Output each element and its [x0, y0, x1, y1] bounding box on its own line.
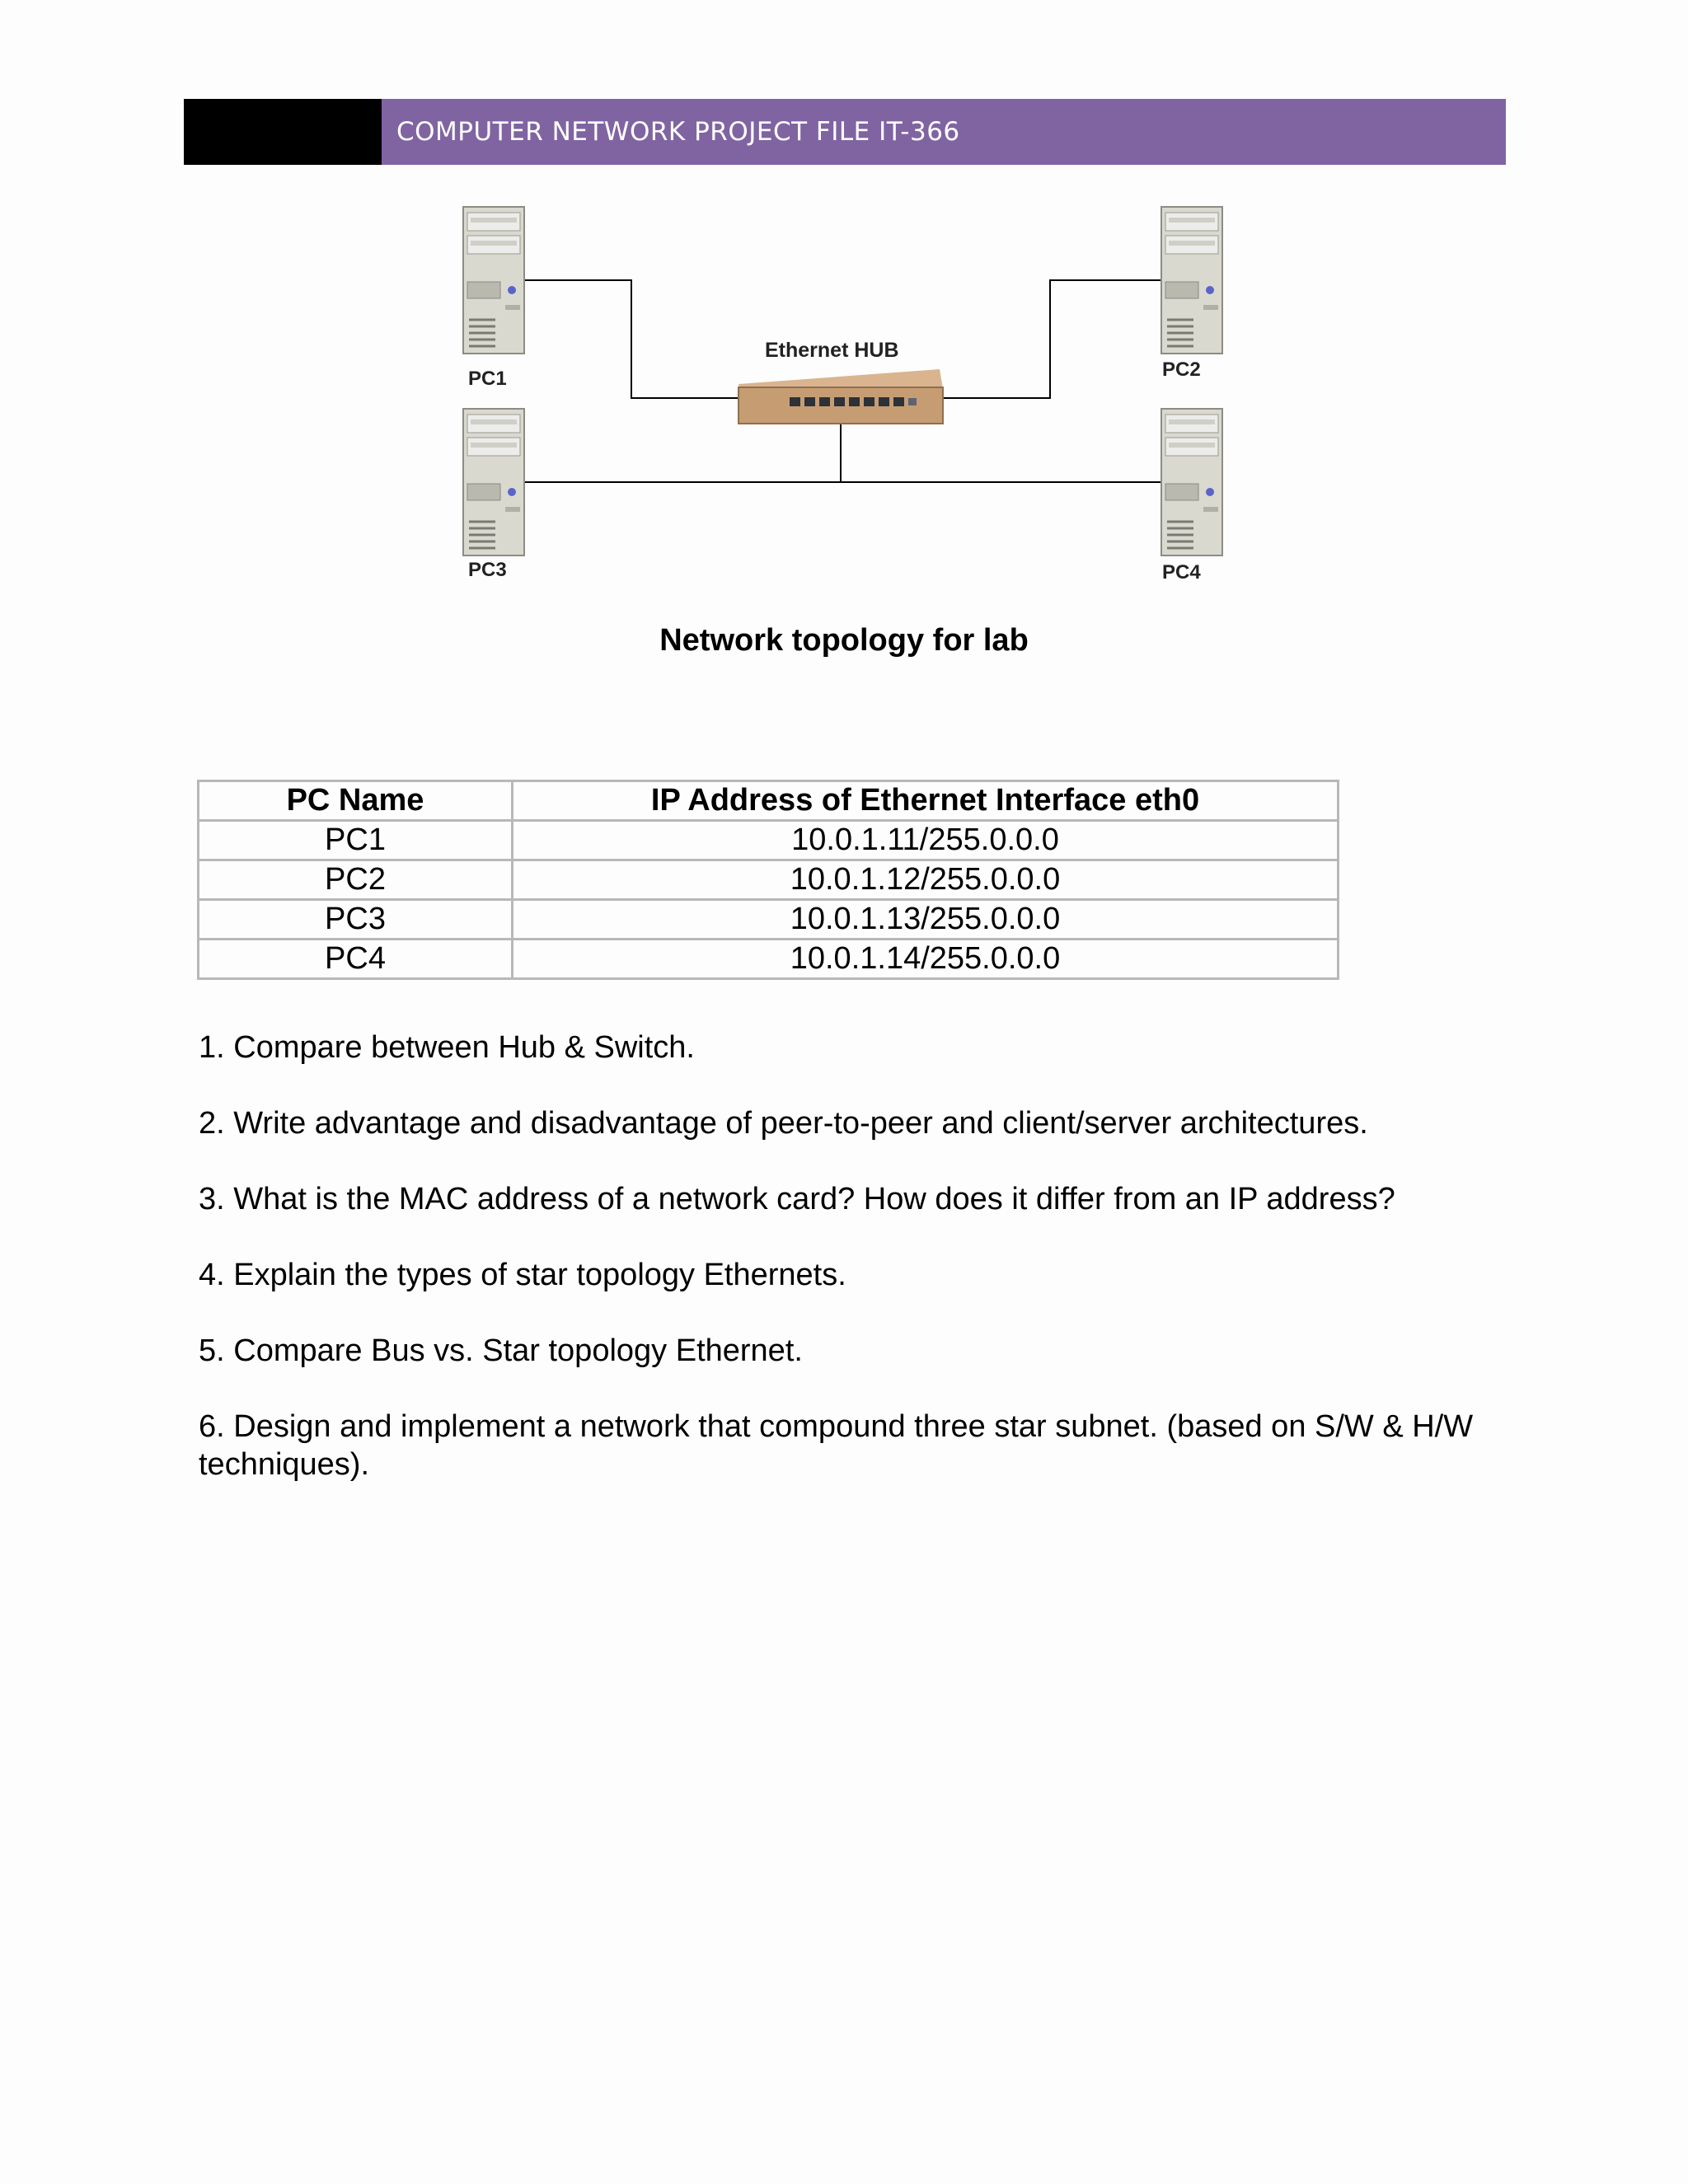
table-row	[199, 900, 1339, 940]
ip-address-cell: 10.0.1.14/255.0.0.0	[513, 940, 1339, 979]
pc1-label: PC1	[468, 368, 507, 390]
pc3-label: PC3	[468, 559, 507, 581]
header-black-block	[184, 99, 382, 165]
hub-label: Ethernet HUB	[765, 339, 899, 362]
table-row	[199, 940, 1339, 979]
table-row	[199, 821, 1339, 860]
ip-address-cell: 10.0.1.11/255.0.0.0	[513, 821, 1339, 860]
diagram-caption: Network topology for lab	[659, 623, 1029, 658]
question-item: 6. Design and implement a network that compound three star subnet. (based on S/W & H/W techniques).	[199, 1409, 1474, 1482]
hub-icon	[738, 369, 943, 424]
ip-address-cell: 10.0.1.12/255.0.0.0	[513, 860, 1339, 900]
column-header-ip-address: IP Address of Ethernet Interface eth0	[513, 781, 1339, 821]
ip-address-table	[197, 780, 1339, 980]
question-item: 2. Write advantage and disadvantage of peer-to-peer and client/server architectures.	[199, 1106, 1368, 1141]
header-title: COMPUTER NETWORK PROJECT FILE IT-366	[382, 99, 1506, 165]
pc-name-cell: PC2	[199, 860, 513, 900]
column-header-pc-name: PC Name	[199, 781, 513, 821]
pc2-computer-icon	[1161, 207, 1222, 354]
pc-name-cell: PC3	[199, 900, 513, 940]
network-topology-diagram	[445, 198, 1253, 593]
pc4-label: PC4	[1162, 561, 1201, 583]
pc-name-cell: PC4	[199, 940, 513, 979]
pc2-label: PC2	[1162, 359, 1201, 381]
question-list	[199, 1029, 1501, 1521]
table-header-row	[199, 781, 1339, 821]
question-item: 5. Compare Bus vs. Star topology Ethernet.	[199, 1333, 803, 1368]
question-item: 3. What is the MAC address of a network card? How does it differ from an IP address?	[199, 1182, 1395, 1216]
pc3-computer-icon	[463, 409, 524, 555]
question-item: 1. Compare between Hub & Switch.	[199, 1030, 695, 1065]
table-row	[199, 860, 1339, 900]
ip-address-cell: 10.0.1.13/255.0.0.0	[513, 900, 1339, 940]
pc-name-cell: PC1	[199, 821, 513, 860]
pc1-computer-icon	[463, 207, 524, 354]
question-item: 4. Explain the types of star topology Ethernets.	[199, 1258, 846, 1292]
page-header	[184, 99, 1506, 165]
pc4-computer-icon	[1161, 409, 1222, 555]
